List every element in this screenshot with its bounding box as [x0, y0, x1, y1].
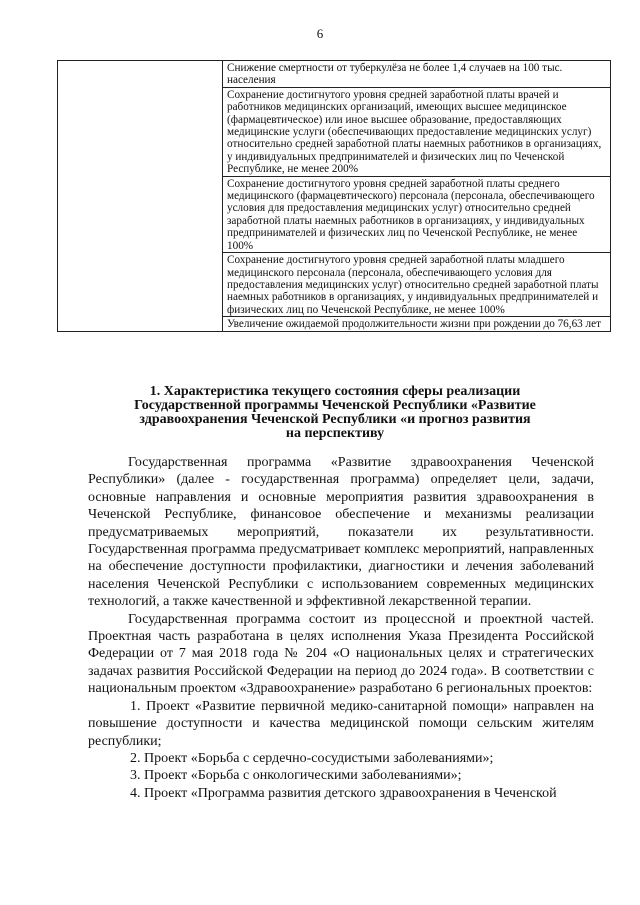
section-heading: [90, 385, 580, 441]
table-cell: Сохранение достигнутого уровня средней заработной платы среднего медицинского (фармацевтического) персонала (персонала, обеспечивающего условия для предоставления медицинских услуг) относительно средней заработной платы наемных работников в организациях, у индивидуальных предпринимателей и физических лиц по Чеченской Республике, не менее 100%: [223, 176, 611, 252]
table-cell-empty: [58, 61, 223, 332]
table-cell: Сохранение достигнутого уровня средней заработной платы младшего медицинского персонала (персонала, обеспечивающего условия для предоставления медицинских услуг) относительно средней заработной платы наемных работников в организациях, у индивидуальных предпринимателей и физических лиц по Чеченской Республике, не менее 100%: [223, 253, 611, 317]
table-cell: Увеличение ожидаемой продолжительности жизни при рождении до 76,63 лет: [223, 317, 611, 331]
heading-line: здравоохранения Чеченской Республики «и прогноз развития: [139, 412, 531, 427]
table-cell: Снижение смертности от туберкулёза не более 1,4 случаев на 100 тыс. населения: [223, 61, 611, 88]
list-item: 3. Проект «Борьба с онкологическими заболеваниями»;: [130, 768, 462, 784]
page-number: 6: [316, 26, 324, 41]
heading-line: Государственной программы Чеченской Республики «Развитие: [134, 398, 536, 413]
table-row: [58, 61, 611, 88]
heading-line: на перспективу: [285, 426, 385, 441]
paragraph: Государственная программа состоит из процессной и проектной частей. Проектная часть разработана в целях исполнения Указа Президента Российской Федерации от 7 мая 2018 года № 204 «О национальных целях и стратегических задачах развития Российской Федерации на период до 2024 года». В соответствии с национальным проектом «Здравоохранение» разработано 6 региональных проектов:: [88, 611, 594, 697]
body-text: [88, 454, 594, 802]
list-item: 4. Проект «Программа развития детского здравоохранения в Чеченской: [130, 785, 557, 801]
targets-table: [57, 60, 611, 332]
list-item: 2. Проект «Борьба с сердечно-сосудистыми заболеваниями»;: [130, 750, 494, 766]
table-cell: Сохранение достигнутого уровня средней заработной платы врачей и работников медицинских организаций, имеющих высшее медицинское (фармацевтическое) или иное высшее образование, предоставляющих медицинские услуги (обеспечивающих предоставление медицинских услуг) относительно средней заработной платы наемных работников в организациях, у индивидуальных предпринимателей и физических лиц по Чеченской Республике, не менее 200%: [223, 87, 611, 176]
list-item: 1. Проект «Развитие первичной медико-санитарной помощи» направлен на повышение доступности и качества медицинской помощи сельским жителям республики;: [88, 698, 594, 749]
heading-line: 1. Характеристика текущего состояния сферы реализации: [149, 384, 521, 399]
paragraph: Государственная программа «Развитие здравоохранения Чеченской Республики» (далее - государственная программа) определяет цели, задачи, основные направления и основные мероприятия развития здравоохранения в Чеченской Республике, финансовое обеспечение и механизмы реализации предусматриваемых мероприятий, показатели их результативности. Государственная программа предусматривает комплекс мероприятий, направленных на обеспечение доступности профилактики, диагностики и лечения заболеваний населения Чеченской Республики с использованием современных медицинских технологий, а также качественной и эффективной лекарственной терапии.: [88, 455, 594, 610]
